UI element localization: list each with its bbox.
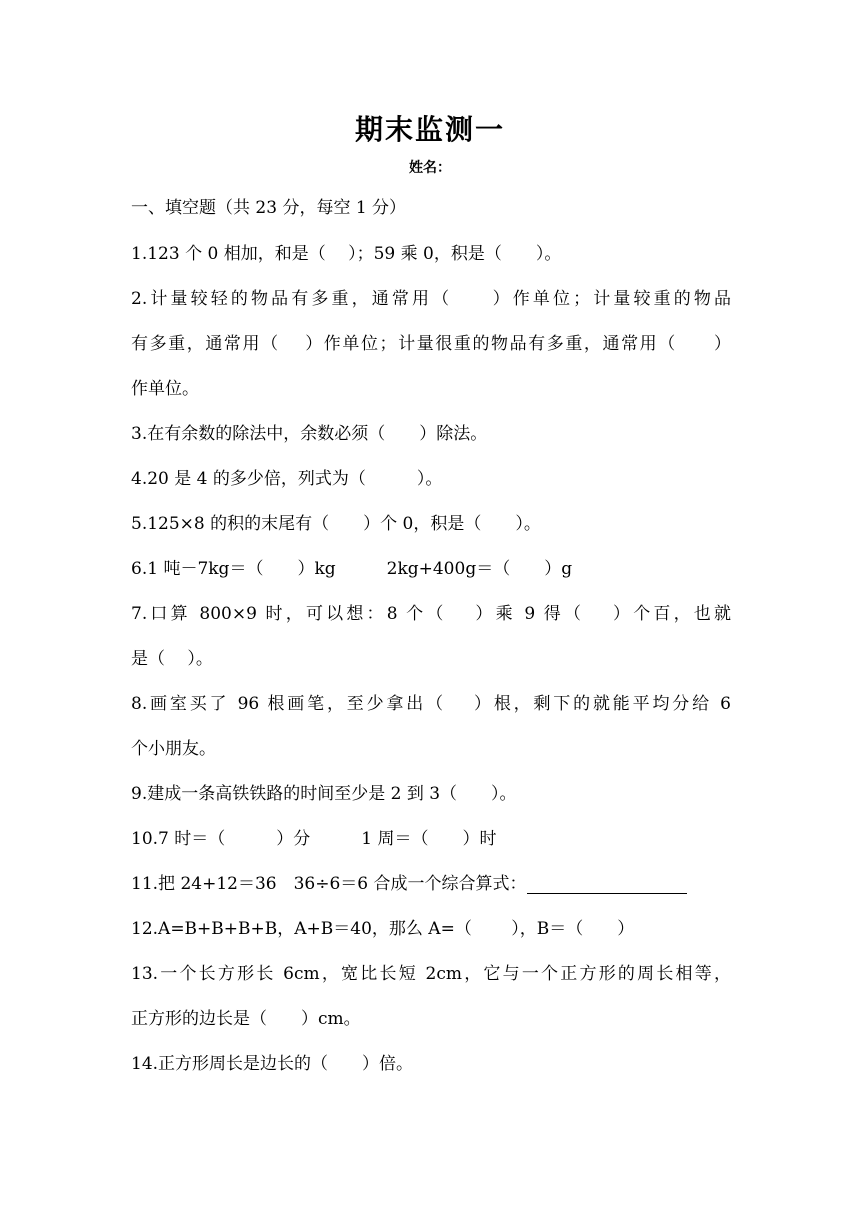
question-11	[131, 869, 731, 894]
question-8-line-1: 8.画室买了 96 根画笔，至少拿出（ ）根，剩下的就能平均分给 6	[131, 694, 731, 714]
section-heading: 一、填空题（共 23 分，每空 1 分）	[131, 198, 407, 218]
question-7-line-1: 7.口算 800×9 时，可以想：8 个（ ）乘 9 得（ ）个百，也就	[131, 604, 731, 624]
question-6: 6.1 吨－7kg＝（ ）kg 2kg+400g＝（ ）g	[131, 559, 573, 579]
question-11-text: 11.把 24+12＝36 36÷6＝6 合成一个综合算式：	[131, 874, 527, 894]
question-2-line-2: 有多重，通常用（ ）作单位；计量很重的物品有多重，通常用（ ）	[131, 334, 731, 354]
page-title: 期末监测一	[354, 113, 505, 146]
question-14: 14.正方形周长是边长的（ ）倍。	[131, 1054, 414, 1074]
question-1: 1.123 个 0 相加，和是（ ）；59 乘 0，积是（ ）。	[131, 244, 562, 264]
question-4: 4.20 是 4 的多少倍，列式为（ ）。	[131, 469, 443, 489]
name-label: 姓名：	[409, 160, 451, 176]
question-13-line-1: 13.一个长方形长 6cm，宽比长短 2cm，它与一个正方形的周长相等，	[131, 964, 731, 984]
question-2-line-1: 2.计量较轻的物品有多重，通常用（ ）作单位；计量较重的物品	[131, 289, 731, 309]
question-3: 3.在有余数的除法中，余数必须（ ）除法。	[131, 424, 488, 444]
answer-blank-line	[527, 875, 687, 894]
question-5: 5.125×8 的积的末尾有（ ）个 0，积是（ ）。	[131, 514, 541, 534]
question-12: 12.A=B+B+B+B，A+B＝40，那么 A=（ ），B＝（ ）	[131, 919, 635, 939]
question-9: 9.建成一条高铁铁路的时间至少是 2 到 3（ ）。	[131, 784, 517, 804]
question-2-line-3: 作单位。	[131, 379, 199, 399]
question-10: 10.7 时＝（ ）分 1 周＝（ ）时	[131, 829, 497, 849]
question-7-line-2: 是（ ）。	[131, 649, 213, 669]
question-13-line-2: 正方形的边长是（ ）cm。	[131, 1009, 361, 1029]
question-8-line-2: 个小朋友。	[131, 739, 216, 759]
